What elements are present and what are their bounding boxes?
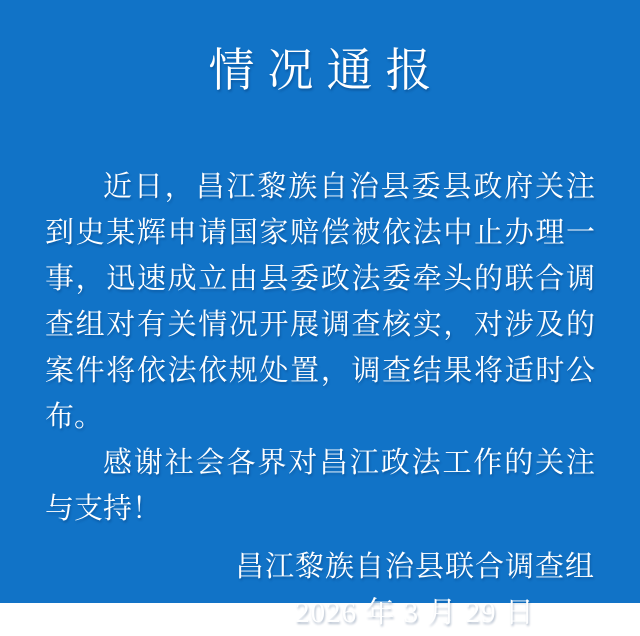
notice-title: 情况通报 [208, 45, 445, 96]
notice-paragraph-1: 近日，昌江黎族自治县委县政府关注到史某辉申请国家赔偿被依法中止办理一事，迅速成立由县委政法委牵头的联合调查组对有关情况开展调查核实，对涉及的案件将依法依规处置，调查结果将适时公布。 [45, 171, 595, 433]
signature-organization: 昌江黎族自治县联合调查组 [234, 551, 595, 583]
notice-date: 2026 年 3 月 29 日 [295, 597, 535, 629]
notice-paragraph-2: 感谢社会各界对昌江政法工作的关注与支持！ [45, 447, 595, 525]
signature-block [235, 544, 595, 636]
notice-body [45, 164, 595, 532]
